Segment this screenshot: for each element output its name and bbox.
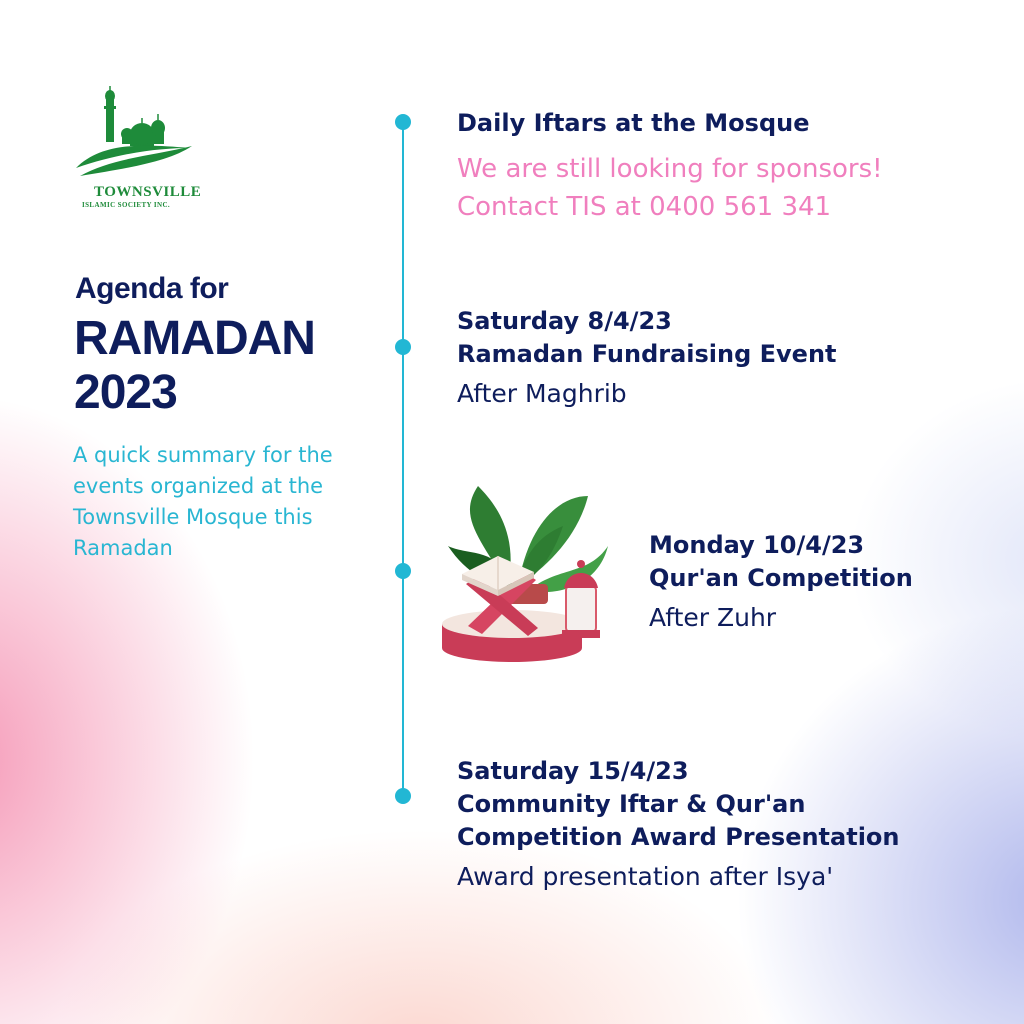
timeline-dot [395, 114, 411, 130]
timeline-dot [395, 563, 411, 579]
event-title: Ramadan Fundraising Event [457, 340, 837, 368]
event-desc: After Maghrib [457, 379, 627, 408]
event-desc-sponsors: We are still looking for sponsors! [457, 154, 883, 184]
event-title: Daily Iftars at the Mosque [457, 109, 810, 137]
logo-subtitle: ISLAMIC SOCIETY INC. [82, 201, 171, 209]
timeline-line [402, 122, 404, 798]
event-quran-competition [649, 529, 913, 636]
summary-text: A quick summary for the events organized at the Townsville Mosque this Ramadan [73, 443, 333, 560]
event-desc: Award presentation after Isya' [457, 862, 834, 891]
event-community-iftar [457, 755, 900, 895]
page-title [74, 312, 374, 420]
event-title-line-2: Competition Award Presentation [457, 823, 900, 851]
event-date: Saturday 8/4/23 [457, 307, 672, 335]
event-desc: After Zuhr [649, 603, 777, 632]
event-title-line-1: Community Iftar & Qur'an [457, 790, 806, 818]
title-line-1: RAMADAN [74, 312, 315, 365]
townsville-islamic-society-logo [72, 84, 202, 214]
timeline-dot [395, 339, 411, 355]
event-title: Qur'an Competition [649, 564, 913, 592]
event-daily-iftars [457, 107, 883, 226]
logo-name: TOWNSVILLE [94, 184, 202, 200]
title-line-2: 2023 [74, 366, 177, 419]
event-fundraising [457, 305, 837, 412]
event-date: Monday 10/4/23 [649, 531, 865, 559]
event-desc-contact: Contact TIS at 0400 561 341 [457, 192, 832, 222]
quran-stand-illustration [438, 476, 616, 666]
event-date: Saturday 15/4/23 [457, 757, 689, 785]
timeline-dot [395, 788, 411, 804]
mosque-icon [72, 84, 202, 194]
agenda-pre-title: Agenda for [75, 272, 229, 305]
